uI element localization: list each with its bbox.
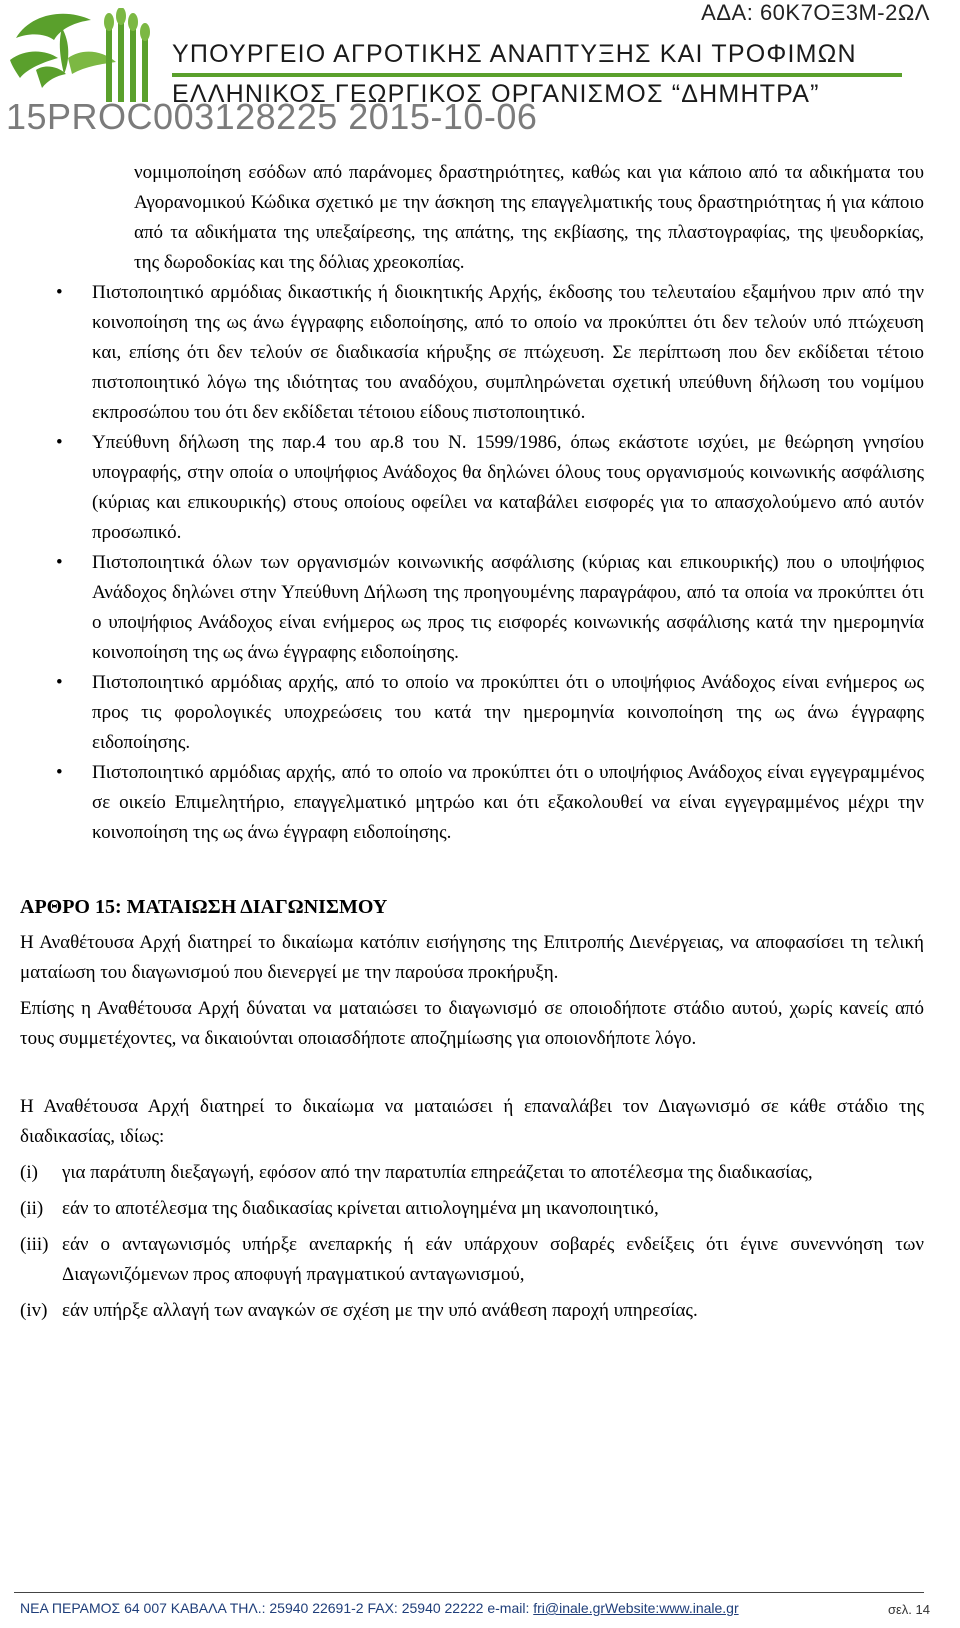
list-item-text: εάν υπήρξε αλλαγή των αναγκών σε σχέση με την υπό ανάθεση παροχή υπηρεσίας.: [62, 1300, 698, 1321]
protocol-stamp: 15PROC003128225 2015-10-06: [6, 96, 538, 137]
list-item-text: Πιστοποιητικό αρμόδιας αρχής, από το οποίο να προκύπτει ότι ο υποψήφιος Ανάδοχος είναι ενήμερος ως προς τις φορολογικές υποχρεώσεις του κατά την ημερομηνία κοινοποίηση της ως άνω έγγραφης ειδοποίησης.: [92, 672, 924, 753]
list-item-number: (i): [20, 1162, 38, 1183]
bullet-icon: •: [56, 552, 63, 573]
list-item: [56, 668, 924, 758]
bullet-icon: •: [56, 762, 63, 783]
list-item-number: (iii): [20, 1234, 49, 1255]
list-item: [56, 548, 924, 668]
bullet-icon: •: [56, 672, 63, 693]
cancellation-reasons-list: [0, 1158, 960, 1326]
article-paragraph: Η Αναθέτουσα Αρχή διατηρεί το δικαίωμα να ματαιώσει ή επαναλάβει τον Διαγωνισμό σε κάθε στάδιο της διαδικασίας, ιδίως:: [20, 1096, 924, 1147]
bullet-icon: •: [56, 432, 63, 453]
article-paragraph: Επίσης η Αναθέτουσα Αρχή δύναται να ματαιώσει το διαγωνισμό σε οποιοδήποτε στάδιο αυτού, χωρίς κανείς από τους συμμετέχοντες, να δικαιούνται οποιασδήποτε αποζημίωσης για οποιονδήποτε λόγο.: [20, 998, 924, 1049]
footer-divider: [14, 1592, 924, 1593]
list-item: [56, 758, 924, 848]
footer-address: ΝΕΑ ΠΕΡΑΜΟΣ 64 007 ΚΑΒΑΛΑ ΤΗΛ.: 25940 22691-2 FAX: 25940 22222 e-mail:: [20, 1600, 534, 1616]
list-item-number: (iv): [20, 1300, 48, 1321]
list-item-text: Πιστοποιητικό αρμόδιας δικαστικής ή διοικητικής Αρχής, έκδοσης του τελευταίου εξαμήνου πριν από την κοινοποίηση της ως άνω έγγραφης ειδοποίησης, από το οποίο να προκύπτει ότι δεν τελούν υπό πτώχευση και, επίσης ότι δεν τελούν σε διαδικασία κήρυξης σε πτώχευση. Σε περίπτωση που δεν εκδίδεται τέτοιο πιστοποιητικό λόγω της ιδιότητας του αναδόχου, συμπληρώνεται σχετική υπεύθυνη δήλωση του νομίμου εκπροσώπου του ότι δεν εκδίδεται τέτοιου είδους πιστοποιητικό.: [92, 282, 924, 423]
demeter-logo-icon: [6, 8, 166, 108]
list-item-text: Υπεύθυνη δήλωση της παρ.4 του αρ.8 του Ν. 1599/1986, όπως εκάστοτε ισχύει, με θεώρηση γνησίου υπογραφής, στην οποία ο υποψήφιος Ανάδοχος θα δηλώνει όλους τους οργανισμούς κοινωνικής ασφάλισης (κύριας και επικουρικής) στους οποίους οφείλει να καταβάλει εισφορές για το απασχολούμενο από αυτόν προσωπικό.: [92, 432, 924, 543]
list-item-text: για παράτυπη διεξαγωγή, εφόσον από την παρατυπία επηρεάζεται το αποτέλεσμα της διαδικασίας,: [62, 1162, 813, 1183]
website-link[interactable]: Website:www.inale.gr: [605, 1600, 739, 1616]
bullet-icon: •: [56, 282, 63, 303]
list-item: [20, 1296, 924, 1326]
document-body: [0, 158, 960, 1326]
continuation-paragraph: νομιμοποίηση εσόδων από παράνομες δραστηριότητες, καθώς και για κάποιο από τα αδικήματα του Αγορανομικού Κώδικα σχετικό με την άσκηση της επαγγελματικής τους δραστηριότητας ή για κάποιο από τα αδικήματα της υπεξαίρεσης, της απάτης, της εκβίασης, της πλαστογραφίας, της ψευδορκίας, της δωροδοκίας και της δόλιας χρεοκοπίας.: [134, 162, 924, 273]
requirements-list: [0, 278, 960, 848]
email-link[interactable]: fri@inale.gr: [533, 1600, 606, 1616]
list-item-number: (ii): [20, 1198, 44, 1219]
article-heading: ΑΡΘΡΟ 15: ΜΑΤΑΙΩΣΗ ΔΙΑΓΩΝΙΣΜΟΥ: [20, 896, 388, 918]
list-item-text: Πιστοποιητικό αρμόδιας αρχής, από το οποίο να προκύπτει ότι ο υποψήφιος Ανάδοχος είναι εγγεγραμμένος σε οικείο Επιμελητήριο, επαγγελματικό μητρώο και ότι εξακολουθεί να είναι εγγεγραμμένος μέχρι την κοινοποίηση της ως άνω έγγραφη ειδοποίησης.: [92, 762, 924, 843]
page-number: σελ. 14: [887, 1602, 930, 1617]
list-item-text: εάν ο ανταγωνισμός υπήρξε ανεπαρκής ή εάν υπάρχουν σοβαρές ενδείξεις ότι έγινε συνεννόηση των Διαγωνιζόμενων προς αποφυγή πραγματικού ανταγωνισμού,: [62, 1234, 924, 1285]
ada-code: ΑΔΑ: 60Κ7ΟΞ3Μ-2ΩΛ: [701, 0, 930, 25]
article-paragraph: Η Αναθέτουσα Αρχή διατηρεί το δικαίωμα κατόπιν εισήγησης της Επιτροπής Διενέργειας, να αποφασίσει τη τελική ματαίωση του διαγωνισμού που διενεργεί με την παρούσα προκήρυξη.: [20, 932, 924, 983]
list-item-text: εάν το αποτέλεσμα της διαδικασίας κρίνεται αιτιολογημένα μη ικανοποιητικό,: [62, 1198, 659, 1219]
list-item-text: Πιστοποιητικά όλων των οργανισμών κοινωνικής ασφάλισης (κύριας και επικουρικής) που ο υποψήφιος Ανάδοχος δηλώνει στην Υπεύθυνη Δήλωση της προηγουμένης παραγράφου, από τα οποία να προκύπτει ότι ο υποψήφιος Ανάδοχος είναι ενήμερος ως προς τις εισφορές κοινωνικής ασφάλισης κατά την ημερομηνία κοινοποίηση της ως άνω έγγραφης ειδοποίησης.: [92, 552, 924, 663]
header-divider: [172, 73, 902, 77]
list-item: [56, 428, 924, 548]
list-item: [20, 1194, 924, 1224]
organization-name: ΕΛΛΗΝΙΚΟΣ ΓΕΩΡΓΙΚΟΣ ΟΡΓΑΝΙΣΜΟΣ “ΔΗΜΗΤΡΑ”: [172, 80, 820, 108]
page-header: [0, 0, 960, 140]
list-item: [20, 1230, 924, 1290]
list-item: [20, 1158, 924, 1188]
list-item: [56, 278, 924, 428]
page-footer: [20, 1600, 739, 1616]
ministry-name: ΥΠΟΥΡΓΕΙΟ ΑΓΡΟΤΙΚΗΣ ΑΝΑΠΤΥΞΗΣ ΚΑΙ ΤΡΟΦΙΜΩΝ: [172, 40, 857, 68]
